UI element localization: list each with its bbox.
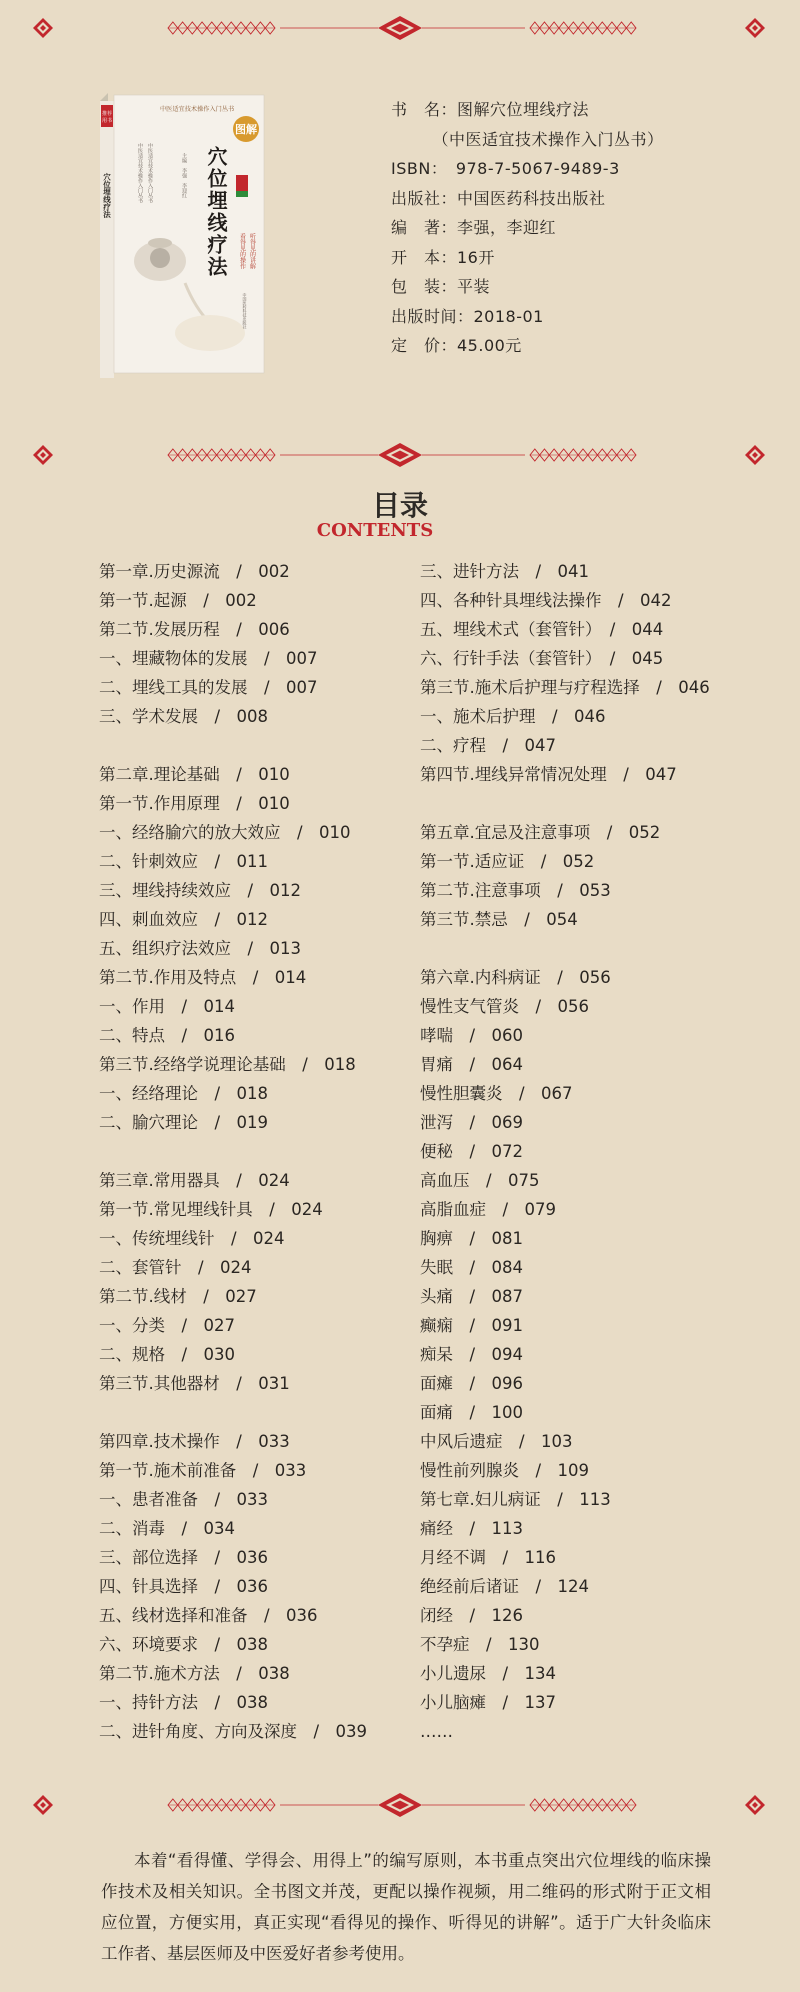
toc-entry: 高脂血症 / 079: [420, 1200, 557, 1219]
toc-entry: 四、针具选择 / 036: [99, 1577, 269, 1596]
toc-entry: 二、特点 / 016: [99, 1026, 236, 1045]
toc-entry: 不孕症 / 130: [420, 1635, 540, 1654]
toc-column-right: [420, 557, 710, 1746]
ornament-divider-bottom: [0, 1790, 800, 1820]
toc-entry: 第五章.宜忌及注意事项 / 052: [420, 823, 661, 842]
book-info-line: 书 名：图解穴位埋线疗法: [391, 100, 590, 119]
svg-text:中国医药科技出版社: 中国医药科技出版社: [242, 293, 248, 329]
book-info-line: 包 装：平装: [391, 277, 491, 296]
toc-entry: [99, 1137, 367, 1166]
toc-entry: 便秘 / 072: [420, 1142, 524, 1161]
toc-entry: [420, 934, 710, 963]
toc-entry: 第一节.起源 / 002: [99, 591, 257, 610]
toc-entry: 高血压 / 075: [420, 1171, 540, 1190]
toc-entry: 胸痹 / 081: [420, 1229, 524, 1248]
toc-entry: 第二节.作用及特点 / 014: [99, 968, 307, 987]
cover-series-text: 中医适宜技术操作入门丛书: [160, 106, 235, 113]
toc-column-left: [99, 557, 367, 1746]
toc-entry: 第三章.常用器具 / 024: [99, 1171, 290, 1190]
toc-entry: 一、施术后护理 / 046: [420, 707, 606, 726]
toc-entry: 第一节.施术前准备 / 033: [99, 1461, 307, 1480]
toc-entry: 二、进针角度、方向及深度 / 039: [99, 1722, 368, 1741]
toc-entry: 痴呆 / 094: [420, 1345, 524, 1364]
toc-entry: [420, 789, 710, 818]
toc-entry: 三、部位选择 / 036: [99, 1548, 269, 1567]
svg-text:听得见的讲解: 听得见的讲解: [248, 233, 256, 269]
toc-entry: 一、持针方法 / 038: [99, 1693, 269, 1712]
toc-entry: 头痛 / 087: [420, 1287, 524, 1306]
toc-entry: 二、埋线工具的发展 / 007: [99, 678, 318, 697]
toc-entry: 一、经络理论 / 018: [99, 1084, 269, 1103]
toc-subtitle: CONTENTS: [316, 520, 434, 541]
toc-entry: 闭经 / 126: [420, 1606, 524, 1625]
toc-entry: 面瘫 / 096: [420, 1374, 524, 1393]
toc-entry: 第七章.妇儿病证 / 113: [420, 1490, 611, 1509]
book-info-line: 编 著：李强，李迎红: [391, 218, 557, 237]
ornament-divider-middle: [0, 440, 800, 470]
toc-entry: 四、各种针具埋线法操作 / 042: [420, 591, 672, 610]
toc-title: 目录: [371, 489, 428, 522]
book-info-line: 出版社：中国医药科技出版社: [391, 188, 606, 208]
book-description: 本着“看得懂、学得会、用得上”的编写原则，本书重点突出穴位埋线的临床操作技术及相关知识。全书图文并茂，更配以操作视频，用二维码的形式附于正文相应位置，方便实用，真正实现“看得见的操作、听得见的讲解”。适于广大针灸临床工作者、基层医师及中医爱好者参考使用。: [101, 1851, 711, 1963]
svg-text:推荐: 推荐: [101, 111, 113, 117]
toc-entry: 第一节.常见埋线针具 / 024: [99, 1200, 323, 1219]
toc-entry: 哮喘 / 060: [420, 1026, 524, 1045]
book-info-line: 开 本：16开: [391, 247, 495, 267]
toc-entry: 第二节.发展历程 / 006: [99, 620, 290, 639]
cover-title-text: 穴位埋线疗法: [204, 146, 228, 278]
toc-entry: 第三节.施术后护理与疗程选择 / 046: [420, 678, 710, 697]
toc-entry: 绝经前后诸证 / 124: [420, 1577, 590, 1596]
svg-text:中医适宜技术操作入门丛书: 中医适宜技术操作入门丛书: [137, 143, 143, 203]
toc-entry: 一、经络腧穴的放大效应 / 010: [99, 823, 351, 842]
toc-entry: 慢性支气管炎 / 056: [420, 997, 590, 1016]
toc-entry: ……: [420, 1722, 453, 1741]
toc-entry: 二、套管针 / 024: [99, 1258, 252, 1277]
toc-entry: 第三节.经络学说理论基础 / 018: [99, 1055, 356, 1074]
toc-entry: [99, 731, 367, 760]
book-info-line: ISBN： 978-7-5067-9489-3: [391, 159, 620, 178]
toc-entry: 四、刺血效应 / 012: [99, 910, 269, 929]
toc-entry: 二、腧穴理论 / 019: [99, 1113, 269, 1132]
toc-entry: 一、传统埋线针 / 024: [99, 1229, 285, 1248]
toc-entry: 五、组织疗法效应 / 013: [99, 939, 302, 958]
toc-entry: 第二节.线材 / 027: [99, 1287, 257, 1306]
toc-entry: 二、疗程 / 047: [420, 736, 557, 755]
toc-entry: 三、学术发展 / 008: [99, 707, 269, 726]
svg-text:穴位埋线疗法: 穴位埋线疗法: [102, 173, 112, 218]
svg-text:看得见的操作: 看得见的操作: [238, 233, 246, 269]
book-info-line: 出版时间：2018-01: [391, 306, 544, 326]
toc-entry: 三、进针方法 / 041: [420, 562, 590, 581]
toc-entry: 痛经 / 113: [420, 1519, 524, 1538]
toc-entry: 第一节.作用原理 / 010: [99, 794, 290, 813]
book-info-line: 定 价：45.00元: [391, 336, 522, 355]
book-info-line: （中医适宜技术操作入门丛书）: [391, 129, 664, 149]
toc-entry: 第六章.内科病证 / 056: [420, 968, 611, 987]
toc-entry: 慢性前列腺炎 / 109: [420, 1461, 590, 1480]
svg-text:用书: 用书: [101, 118, 113, 124]
toc-entry: 泄泻 / 069: [420, 1113, 524, 1132]
toc-entry: 第一章.历史源流 / 002: [99, 562, 290, 581]
toc-entry: 第三节.其他器材 / 031: [99, 1374, 290, 1393]
toc-entry: 癫痫 / 091: [420, 1316, 524, 1335]
toc-entry: 第二章.理论基础 / 010: [99, 765, 290, 784]
toc-entry: 面痛 / 100: [420, 1403, 524, 1422]
toc-entry: 六、环境要求 / 038: [99, 1635, 269, 1654]
svg-text:主编 李强 李迎红: 主编 李强 李迎红: [181, 153, 187, 198]
toc-entry: 小儿遗尿 / 134: [420, 1664, 557, 1683]
toc-entry: 慢性胆囊炎 / 067: [420, 1084, 573, 1103]
book-cover-image: [100, 93, 265, 378]
toc-entry: 小儿脑瘫 / 137: [420, 1693, 557, 1712]
toc-entry: 六、行针手法（套管针） / 045: [420, 649, 664, 668]
svg-text:中医适宜技术操作入门丛书: 中医适宜技术操作入门丛书: [147, 143, 153, 203]
cover-badge-text: 图解: [235, 123, 257, 136]
toc-entry: 五、埋线术式（套管针） / 044: [420, 620, 664, 639]
toc-entry: 第三节.禁忌 / 054: [420, 910, 578, 929]
toc-entry: 第四节.埋线异常情况处理 / 047: [420, 765, 677, 784]
toc-entry: 三、埋线持续效应 / 012: [99, 881, 302, 900]
toc-entry: 第二节.施术方法 / 038: [99, 1664, 290, 1683]
book-info: [391, 95, 664, 361]
ornament-divider-top: [0, 13, 800, 43]
toc-entry: 一、埋藏物体的发展 / 007: [99, 649, 318, 668]
toc-entry: 第二节.注意事项 / 053: [420, 881, 611, 900]
toc-entry: 一、作用 / 014: [99, 997, 236, 1016]
toc-entry: 失眠 / 084: [420, 1258, 524, 1277]
toc-entry: 一、患者准备 / 033: [99, 1490, 269, 1509]
toc-entry: 中风后遗症 / 103: [420, 1432, 573, 1451]
toc-entry: 胃痛 / 064: [420, 1055, 524, 1074]
toc-entry: 二、针刺效应 / 011: [99, 852, 269, 871]
toc-entry: [99, 1398, 367, 1427]
toc-entry: 第四章.技术操作 / 033: [99, 1432, 290, 1451]
toc-entry: 五、线材选择和准备 / 036: [99, 1606, 318, 1625]
toc-entry: 二、消毒 / 034: [99, 1519, 236, 1538]
toc-entry: 二、规格 / 030: [99, 1345, 236, 1364]
toc-entry: 一、分类 / 027: [99, 1316, 236, 1335]
toc-entry: 月经不调 / 116: [420, 1548, 557, 1567]
toc-entry: 第一节.适应证 / 052: [420, 852, 595, 871]
